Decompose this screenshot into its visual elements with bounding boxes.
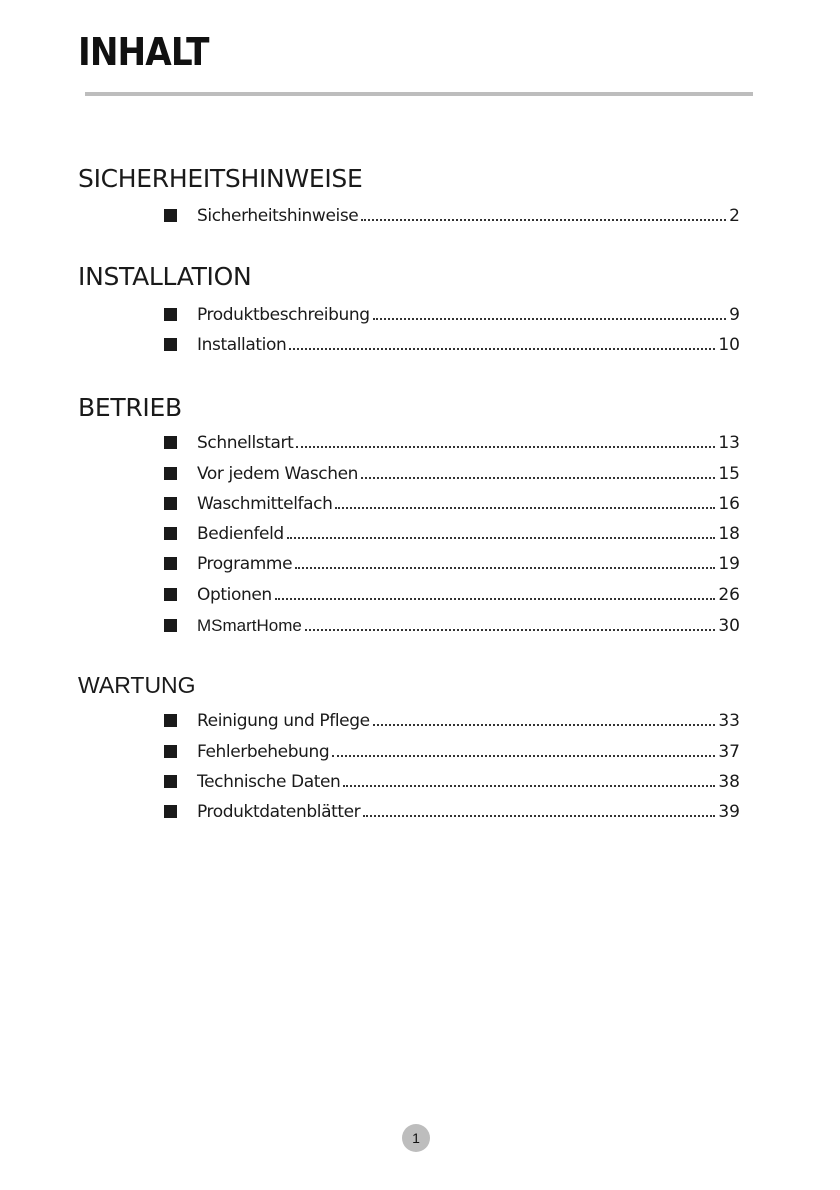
square-bullet-icon [164,745,177,758]
dot-leader [332,755,715,757]
toc-entry[interactable] [164,333,740,355]
toc-entry-label: Sicherheitshinweise [197,206,359,226]
toc-entry-page: 2 [729,206,740,226]
toc-entry-page: 33 [718,711,740,731]
toc-entry-page: 15 [718,464,740,484]
toc-entry-page: 19 [718,554,740,574]
dot-leader [295,567,715,569]
square-bullet-icon [164,209,177,222]
toc-entry[interactable] [164,740,740,762]
section-heading: SICHERHEITSHINWEISE [78,164,363,193]
square-bullet-icon [164,436,177,449]
square-bullet-icon [164,619,177,632]
toc-entry[interactable] [164,583,740,605]
page-title: INHALT [78,30,209,74]
toc-entry-page: 39 [718,802,740,822]
dot-leader [289,348,715,350]
page-number-badge: 1 [402,1124,430,1152]
toc-entry-page: 13 [718,433,740,453]
toc-entry[interactable] [164,552,740,574]
square-bullet-icon [164,714,177,727]
toc-entry[interactable] [164,709,740,731]
toc-entry-page: 16 [718,494,740,514]
dot-leader [275,598,716,600]
square-bullet-icon [164,588,177,601]
dot-leader [305,629,716,631]
toc-entry-label: Fehlerbehebung [197,742,330,762]
toc-entry[interactable] [164,303,740,325]
toc-entry-label: Installation [197,335,287,355]
toc-entry-label: Produktbeschreibung [197,305,370,325]
square-bullet-icon [164,527,177,540]
toc-entry-page: 30 [718,616,740,636]
toc-entry-label: Produktdatenblätter [197,802,361,822]
dot-leader [343,785,715,787]
toc-entry[interactable] [164,522,740,544]
section-heading: INSTALLATION [78,262,252,291]
dot-leader [363,815,715,817]
toc-entry[interactable] [164,800,740,822]
dot-leader [361,219,726,221]
toc-entry-label: Waschmittelfach [197,494,333,514]
dot-leader [287,537,716,539]
toc-entry[interactable] [164,492,740,514]
toc-entry[interactable] [164,204,740,226]
square-bullet-icon [164,557,177,570]
toc-entry-label: Reinigung und Pflege [197,711,370,731]
dot-leader [361,477,715,479]
section-heading: WARTUNG [78,672,196,698]
dot-leader [373,724,716,726]
toc-entry[interactable] [164,770,740,792]
toc-entry-page: 9 [729,305,740,325]
toc-entry-label: Bedienfeld [197,524,284,544]
toc-entry-page: 37 [718,742,740,762]
toc-entry-label: Schnellstart [197,433,294,453]
toc-entry[interactable] [164,462,740,484]
toc-entry-label: Programme [197,554,293,574]
toc-entry-label: Technische Daten [197,772,341,792]
toc-entry[interactable] [164,614,740,636]
square-bullet-icon [164,805,177,818]
toc-entry-page: 38 [718,772,740,792]
toc-entry-page: 26 [718,585,740,605]
square-bullet-icon [164,308,177,321]
toc-entry-label: MSmartHome [197,616,302,635]
toc-entry-page: 18 [718,524,740,544]
toc-entry-label: Optionen [197,585,272,605]
toc-entry[interactable] [164,431,740,453]
toc-entry-page: 10 [718,335,740,355]
square-bullet-icon [164,338,177,351]
square-bullet-icon [164,775,177,788]
dot-leader [373,318,727,320]
section-heading: BETRIEB [78,393,182,422]
square-bullet-icon [164,467,177,480]
title-divider [85,92,753,96]
toc-entry-label: Vor jedem Waschen [197,464,359,484]
dot-leader [335,507,715,509]
square-bullet-icon [164,497,177,510]
dot-leader [296,446,715,448]
